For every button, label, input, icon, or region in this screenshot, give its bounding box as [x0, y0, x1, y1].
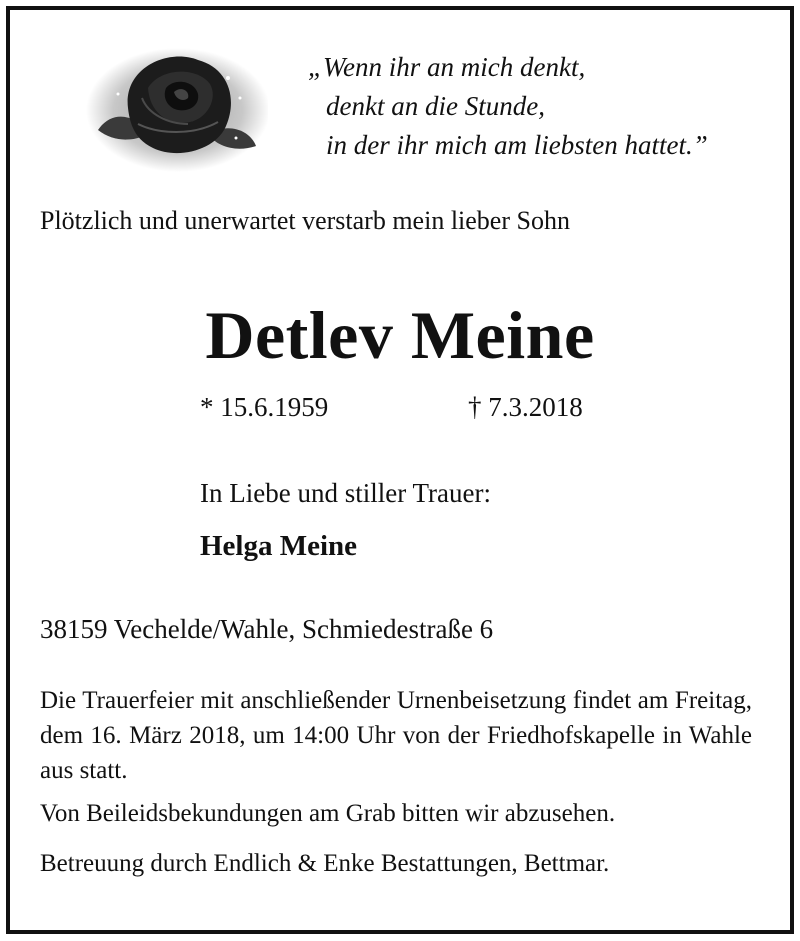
- birth-date: * 15.6.1959: [200, 392, 329, 422]
- deceased-name: Detlev Meine: [205, 297, 595, 373]
- mourning-phrase: In Liebe und stiller Trauer:: [200, 478, 491, 508]
- condolence-note: Von Beileidsbekundungen am Grab bitten wir abzusehen.: [40, 800, 616, 827]
- memorial-quote: [308, 48, 708, 165]
- intro-text: Plötzlich und unerwartet verstarb mein lieber Sohn: [40, 206, 570, 235]
- quote-line-1: „Wenn ihr an mich denkt,: [308, 52, 586, 82]
- quote-line-2: denkt an die Stunde,: [326, 91, 545, 121]
- quote-line-3: in der ihr mich am liebsten hattet.”: [326, 130, 708, 160]
- rose-icon: [78, 38, 268, 178]
- death-date: † 7.3.2018: [468, 392, 583, 422]
- undertaker-note: Betreuung durch Endlich & Enke Bestattungen, Bettmar.: [40, 850, 610, 877]
- mourner-name: Helga Meine: [200, 530, 358, 562]
- service-notice: Die Trauerfeier mit anschließender Urnenbeisetzung findet am Freitag, dem 16. März 2018, um 14:00 Uhr von der Friedhofskapelle in Wahle aus statt.: [40, 687, 752, 784]
- address: 38159 Vechelde/Wahle, Schmiedestraße 6: [40, 614, 494, 644]
